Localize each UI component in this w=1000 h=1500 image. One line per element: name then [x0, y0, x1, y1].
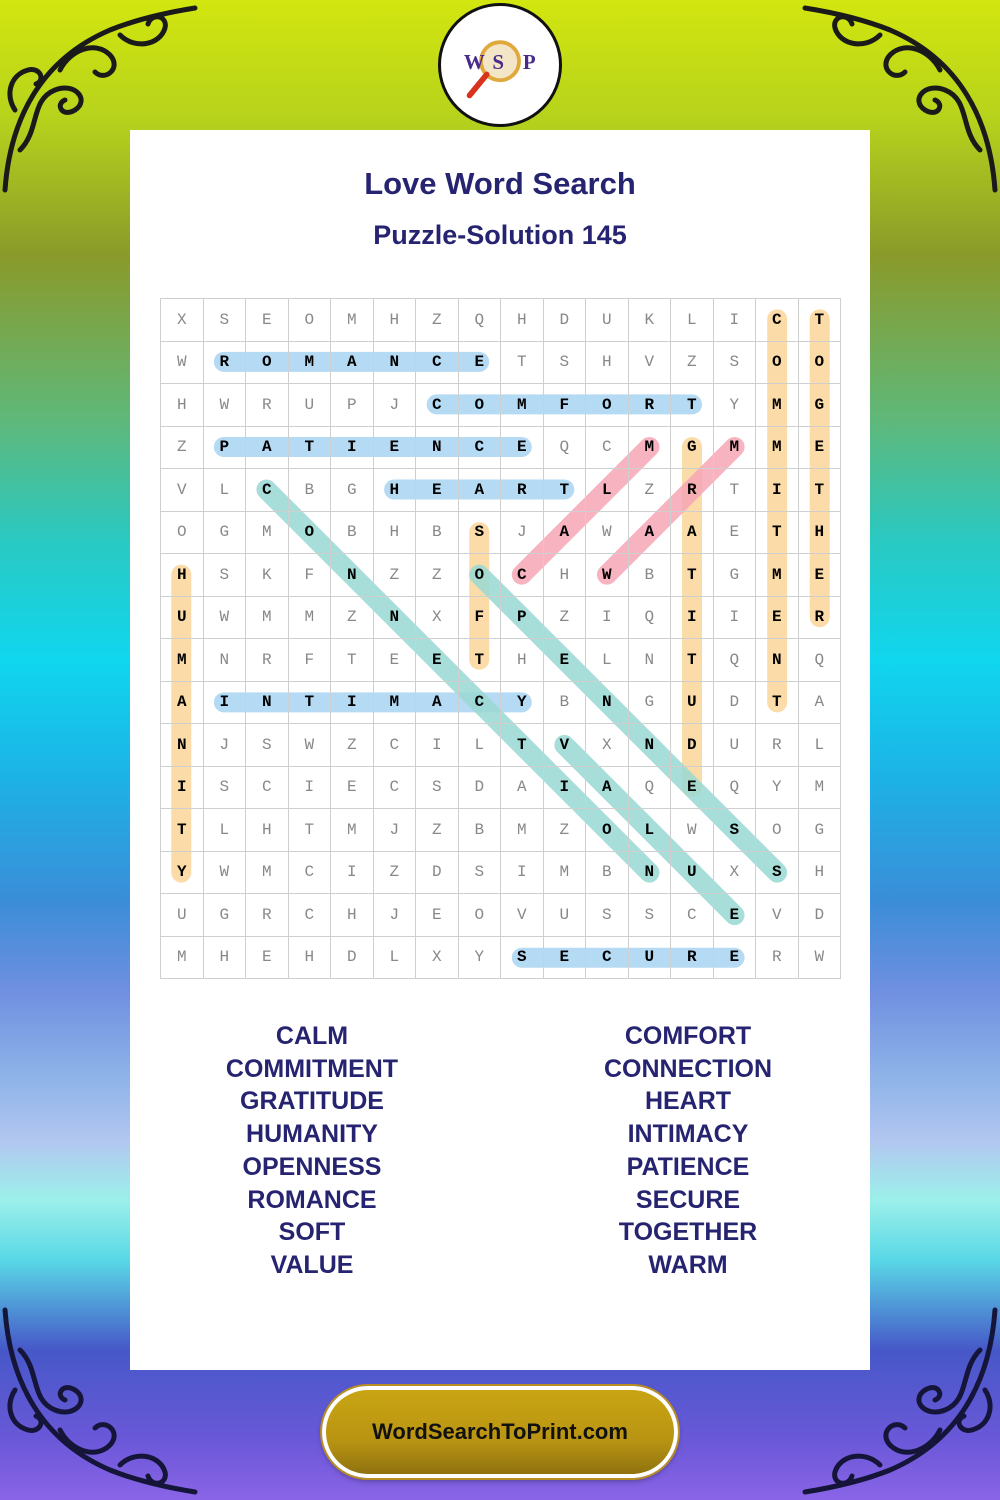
grid-cell[interactable]: H	[331, 894, 374, 937]
grid-cell[interactable]: I	[331, 682, 374, 725]
grid-cell[interactable]: Z	[416, 809, 459, 852]
grid-cell[interactable]: K	[629, 299, 672, 342]
grid-cell[interactable]: G	[331, 469, 374, 512]
grid-cell[interactable]: Z	[374, 554, 417, 597]
grid-cell[interactable]: T	[289, 809, 332, 852]
grid-cell[interactable]: R	[501, 469, 544, 512]
grid-cell[interactable]: Z	[671, 342, 714, 385]
grid-cell[interactable]: R	[204, 342, 247, 385]
grid-cell[interactable]: J	[204, 724, 247, 767]
grid-cell[interactable]: B	[459, 809, 502, 852]
grid-cell[interactable]: Z	[161, 427, 204, 470]
word-search-grid	[160, 298, 841, 979]
grid-cell[interactable]: T	[501, 724, 544, 767]
grid-cell[interactable]: Y	[161, 852, 204, 895]
website-link-button[interactable]: WordSearchToPrint.com	[322, 1386, 678, 1478]
grid-cell[interactable]: P	[331, 384, 374, 427]
grid-cell[interactable]: E	[714, 937, 757, 980]
grid-cell[interactable]: T	[544, 469, 587, 512]
grid-cell[interactable]: T	[501, 342, 544, 385]
grid-cell[interactable]: O	[756, 809, 799, 852]
grid-cell[interactable]: F	[289, 639, 332, 682]
grid-cell[interactable]: X	[714, 852, 757, 895]
grid-cell[interactable]: M	[289, 597, 332, 640]
magnifier-handle	[470, 75, 487, 96]
grid-cell[interactable]: I	[161, 767, 204, 810]
grid-cell[interactable]: S	[714, 342, 757, 385]
grid-cell[interactable]: M	[374, 682, 417, 725]
grid-cell[interactable]: E	[544, 937, 587, 980]
grid-cell[interactable]: G	[629, 682, 672, 725]
grid-cell[interactable]: I	[416, 724, 459, 767]
grid-cell[interactable]: Q	[714, 767, 757, 810]
grid-cell[interactable]: D	[331, 937, 374, 980]
grid-cell[interactable]: B	[289, 469, 332, 512]
word-item: WARM	[648, 1250, 728, 1279]
grid-cell[interactable]: S	[756, 852, 799, 895]
grid-cell[interactable]: V	[544, 724, 587, 767]
grid-cell[interactable]: J	[374, 809, 417, 852]
grid-cell[interactable]: U	[671, 852, 714, 895]
grid-cell[interactable]: A	[799, 682, 842, 725]
grid-cell[interactable]: Q	[629, 767, 672, 810]
grid-cell[interactable]: A	[161, 682, 204, 725]
grid-cell[interactable]: M	[629, 427, 672, 470]
grid-cell[interactable]: T	[671, 639, 714, 682]
grid-cell[interactable]: L	[586, 469, 629, 512]
grid-cell[interactable]: O	[289, 299, 332, 342]
grid-cell[interactable]: D	[714, 682, 757, 725]
grid-cell[interactable]: Q	[459, 299, 502, 342]
grid-cell[interactable]: U	[161, 894, 204, 937]
grid-cell[interactable]: H	[204, 937, 247, 980]
grid-cell[interactable]: I	[714, 597, 757, 640]
grid-cell[interactable]: Z	[544, 597, 587, 640]
word-item: COMMITMENT	[225, 1054, 399, 1083]
grid-cell[interactable]: W	[204, 384, 247, 427]
grid-cell[interactable]: A	[331, 342, 374, 385]
grid-cell[interactable]: I	[204, 682, 247, 725]
grid-cell[interactable]: T	[671, 554, 714, 597]
grid-cell[interactable]: I	[714, 299, 757, 342]
grid-cell[interactable]: E	[331, 767, 374, 810]
grid-cell[interactable]: V	[501, 894, 544, 937]
grid-cell[interactable]: D	[416, 852, 459, 895]
grid-cell[interactable]: X	[161, 299, 204, 342]
grid-cell[interactable]: I	[501, 852, 544, 895]
grid-cell[interactable]: C	[756, 299, 799, 342]
page-subtitle: Puzzle-Solution 145	[373, 220, 627, 250]
grid-cell[interactable]: I	[586, 597, 629, 640]
grid-cell[interactable]: H	[246, 809, 289, 852]
grid-cell[interactable]: N	[161, 724, 204, 767]
grid-cell[interactable]: E	[671, 767, 714, 810]
grid-cell[interactable]: O	[246, 342, 289, 385]
grid-cell[interactable]: A	[501, 767, 544, 810]
grid-cell[interactable]: K	[246, 554, 289, 597]
grid-cell[interactable]: E	[799, 554, 842, 597]
grid-cell[interactable]: M	[501, 384, 544, 427]
grid-cell[interactable]: T	[799, 469, 842, 512]
grid-cell[interactable]: N	[246, 682, 289, 725]
grid-cell[interactable]: T	[459, 639, 502, 682]
grid-cell[interactable]: M	[756, 554, 799, 597]
grid-cell[interactable]: Z	[416, 554, 459, 597]
grid-cell[interactable]: T	[671, 384, 714, 427]
grid-cell[interactable]: Z	[544, 809, 587, 852]
grid-cell[interactable]: O	[586, 384, 629, 427]
grid-cell[interactable]: R	[629, 384, 672, 427]
grid-cell[interactable]: R	[671, 469, 714, 512]
grid-cell[interactable]: C	[246, 469, 289, 512]
grid-cell[interactable]: Q	[544, 427, 587, 470]
grid-cell[interactable]: C	[416, 342, 459, 385]
grid-cell[interactable]: M	[161, 937, 204, 980]
grid-cell[interactable]: M	[289, 342, 332, 385]
grid-cell[interactable]: E	[459, 342, 502, 385]
grid-cell[interactable]: L	[799, 724, 842, 767]
grid-cell[interactable]: M	[246, 512, 289, 555]
grid-cell[interactable]: O	[289, 512, 332, 555]
grid-cell[interactable]: E	[246, 937, 289, 980]
grid-cell[interactable]: S	[459, 512, 502, 555]
grid-cell[interactable]: L	[204, 469, 247, 512]
grid-cell[interactable]: C	[416, 384, 459, 427]
grid-cell[interactable]: S	[629, 894, 672, 937]
grid-cell[interactable]: H	[289, 937, 332, 980]
grid-cell[interactable]: S	[544, 342, 587, 385]
word-item: COMFORT	[624, 1022, 752, 1050]
grid-cell[interactable]: C	[374, 767, 417, 810]
grid-cell[interactable]: N	[629, 852, 672, 895]
grid-cell[interactable]: S	[416, 767, 459, 810]
grid-cell[interactable]: H	[501, 299, 544, 342]
grid-cell[interactable]: W	[204, 852, 247, 895]
grid-cell[interactable]: E	[544, 639, 587, 682]
grid-cell[interactable]: W	[289, 724, 332, 767]
grid-cell[interactable]: O	[459, 894, 502, 937]
grid-cell[interactable]: J	[501, 512, 544, 555]
grid-cell[interactable]: N	[629, 724, 672, 767]
grid-cell[interactable]: I	[544, 767, 587, 810]
grid-cell[interactable]: O	[586, 809, 629, 852]
wsp-logo[interactable]	[438, 3, 562, 127]
grid-cell[interactable]: N	[416, 427, 459, 470]
grid-cell[interactable]: A	[629, 512, 672, 555]
grid-cell[interactable]: G	[204, 512, 247, 555]
grid-cell[interactable]: A	[544, 512, 587, 555]
word-item: SOFT	[278, 1218, 346, 1247]
grid-cell[interactable]: L	[586, 639, 629, 682]
grid-cell[interactable]: Z	[374, 852, 417, 895]
grid-cell[interactable]: R	[246, 639, 289, 682]
grid-cell[interactable]: S	[204, 299, 247, 342]
grid-cell[interactable]: M	[799, 767, 842, 810]
grid-cell[interactable]: T	[289, 682, 332, 725]
grid-cell[interactable]: I	[756, 469, 799, 512]
grid-cell[interactable]: D	[459, 767, 502, 810]
grid-cell[interactable]: H	[161, 384, 204, 427]
grid-cell[interactable]: W	[204, 597, 247, 640]
grid-cell[interactable]: E	[374, 427, 417, 470]
grid-cell[interactable]: V	[756, 894, 799, 937]
grid-cell[interactable]: A	[459, 469, 502, 512]
grid-cell[interactable]: R	[756, 937, 799, 980]
grid-cell[interactable]: A	[246, 427, 289, 470]
grid-cell[interactable]: T	[756, 512, 799, 555]
grid-cell[interactable]: H	[799, 512, 842, 555]
grid-cell[interactable]: X	[416, 597, 459, 640]
grid-cell[interactable]: H	[544, 554, 587, 597]
grid-cell[interactable]: H	[374, 469, 417, 512]
grid-cell[interactable]: C	[459, 427, 502, 470]
logo-letter-s: S	[492, 49, 505, 74]
grid-cell[interactable]: N	[629, 639, 672, 682]
grid-cell[interactable]: M	[246, 597, 289, 640]
grid-cell[interactable]: Y	[501, 682, 544, 725]
grid-cell[interactable]: N	[331, 554, 374, 597]
grid-cell[interactable]: M	[756, 427, 799, 470]
grid-cell[interactable]: I	[331, 852, 374, 895]
grid-cell[interactable]: B	[586, 852, 629, 895]
grid-cell[interactable]: D	[544, 299, 587, 342]
grid-cell[interactable]: T	[331, 639, 374, 682]
grid-cell[interactable]: H	[586, 342, 629, 385]
grid-cell[interactable]: S	[204, 554, 247, 597]
word-item: ROMANCE	[247, 1185, 377, 1214]
grid-cell[interactable]: T	[161, 809, 204, 852]
grid-cell[interactable]: M	[331, 809, 374, 852]
grid-cell[interactable]: U	[629, 937, 672, 980]
grid-cell[interactable]: Z	[629, 469, 672, 512]
grid-cell[interactable]: R	[799, 597, 842, 640]
grid-cell[interactable]: C	[289, 852, 332, 895]
grid-cell[interactable]: L	[374, 937, 417, 980]
grid-cell[interactable]: V	[629, 342, 672, 385]
grid-cell[interactable]: Y	[714, 384, 757, 427]
grid-cell[interactable]: B	[629, 554, 672, 597]
grid-cell[interactable]: W	[586, 554, 629, 597]
grid-cell[interactable]: E	[416, 469, 459, 512]
grid-cell[interactable]: B	[544, 682, 587, 725]
grid-cell[interactable]: C	[246, 767, 289, 810]
grid-cell[interactable]: Z	[331, 597, 374, 640]
grid-cell[interactable]: E	[799, 427, 842, 470]
grid-cell[interactable]: C	[374, 724, 417, 767]
grid-cell[interactable]: C	[671, 894, 714, 937]
grid-cell[interactable]: G	[799, 384, 842, 427]
grid-cell[interactable]: S	[459, 852, 502, 895]
grid-cell[interactable]: O	[161, 512, 204, 555]
grid-cell[interactable]: C	[586, 937, 629, 980]
word-list-left	[122, 1020, 502, 1282]
word-item: GRATITUDE	[240, 1087, 384, 1116]
grid-cell[interactable]: C	[586, 427, 629, 470]
grid-cell[interactable]: I	[671, 597, 714, 640]
letter-grid	[160, 298, 841, 979]
word-item: OPENNESS	[242, 1152, 382, 1181]
word-item: SECURE	[635, 1185, 741, 1214]
grid-cell[interactable]: U	[289, 384, 332, 427]
grid-cell[interactable]: U	[671, 682, 714, 725]
grid-cell[interactable]: Q	[629, 597, 672, 640]
grid-cell[interactable]: S	[714, 809, 757, 852]
grid-cell[interactable]: S	[501, 937, 544, 980]
grid-cell[interactable]: Q	[799, 639, 842, 682]
grid-cell[interactable]: L	[671, 299, 714, 342]
grid-cell[interactable]: Z	[331, 724, 374, 767]
grid-cell[interactable]: M	[501, 809, 544, 852]
grid-cell[interactable]: W	[671, 809, 714, 852]
grid-cell[interactable]: M	[714, 427, 757, 470]
grid-cell[interactable]: A	[416, 682, 459, 725]
grid-cell[interactable]: W	[586, 512, 629, 555]
word-item: VALUE	[270, 1250, 354, 1279]
grid-cell[interactable]: F	[459, 597, 502, 640]
grid-cell[interactable]: Z	[416, 299, 459, 342]
grid-cell[interactable]: W	[799, 937, 842, 980]
grid-cell[interactable]: J	[374, 894, 417, 937]
grid-cell[interactable]: U	[586, 299, 629, 342]
grid-cell[interactable]: M	[246, 852, 289, 895]
grid-cell[interactable]: E	[416, 639, 459, 682]
grid-cell[interactable]: E	[756, 597, 799, 640]
grid-cell[interactable]: E	[374, 639, 417, 682]
grid-cell[interactable]: S	[246, 724, 289, 767]
word-item: CALM	[275, 1022, 349, 1050]
grid-cell[interactable]: L	[204, 809, 247, 852]
grid-cell[interactable]: I	[331, 427, 374, 470]
grid-cell[interactable]: O	[756, 342, 799, 385]
grid-cell[interactable]: A	[671, 512, 714, 555]
grid-cell[interactable]: Y	[459, 937, 502, 980]
grid-cell[interactable]: E	[714, 894, 757, 937]
grid-cell[interactable]: G	[671, 427, 714, 470]
grid-cell[interactable]: U	[161, 597, 204, 640]
grid-cell[interactable]: J	[374, 384, 417, 427]
grid-cell[interactable]: N	[374, 342, 417, 385]
word-item: INTIMACY	[627, 1120, 749, 1149]
grid-cell[interactable]: A	[586, 767, 629, 810]
grid-cell[interactable]: H	[374, 512, 417, 555]
grid-cell[interactable]: G	[799, 809, 842, 852]
grid-cell[interactable]: U	[714, 724, 757, 767]
grid-cell[interactable]: L	[459, 724, 502, 767]
grid-cell[interactable]: E	[416, 894, 459, 937]
grid-cell[interactable]: N	[204, 639, 247, 682]
grid-cell[interactable]: R	[671, 937, 714, 980]
grid-cell[interactable]: F	[289, 554, 332, 597]
grid-cell[interactable]: T	[756, 682, 799, 725]
grid-cell[interactable]: G	[204, 894, 247, 937]
grid-cell[interactable]: C	[459, 682, 502, 725]
grid-cell[interactable]: R	[246, 894, 289, 937]
grid-cell[interactable]: H	[374, 299, 417, 342]
grid-cell[interactable]: B	[331, 512, 374, 555]
grid-cell[interactable]: N	[586, 682, 629, 725]
grid-cell[interactable]: G	[714, 554, 757, 597]
grid-cell[interactable]: M	[756, 384, 799, 427]
grid-cell[interactable]: P	[501, 597, 544, 640]
grid-cell[interactable]: B	[416, 512, 459, 555]
grid-cell[interactable]: S	[586, 894, 629, 937]
grid-cell[interactable]: S	[204, 767, 247, 810]
word-item: PATIENCE	[626, 1152, 750, 1181]
grid-cell[interactable]: X	[586, 724, 629, 767]
grid-cell[interactable]: E	[714, 512, 757, 555]
grid-cell[interactable]: R	[246, 384, 289, 427]
grid-cell[interactable]: O	[459, 554, 502, 597]
grid-cell[interactable]: H	[161, 554, 204, 597]
grid-cell[interactable]: T	[289, 427, 332, 470]
word-item: TOGETHER	[618, 1218, 758, 1247]
grid-cell[interactable]: C	[501, 554, 544, 597]
grid-cell[interactable]: Q	[714, 639, 757, 682]
grid-cell[interactable]: C	[289, 894, 332, 937]
word-item: HUMANITY	[246, 1120, 378, 1149]
grid-cell[interactable]: X	[416, 937, 459, 980]
grid-cell[interactable]: T	[799, 299, 842, 342]
grid-cell[interactable]: F	[544, 384, 587, 427]
grid-cell[interactable]: D	[671, 724, 714, 767]
grid-cell[interactable]: N	[756, 639, 799, 682]
grid-cell[interactable]: U	[544, 894, 587, 937]
grid-cell[interactable]: V	[161, 469, 204, 512]
grid-cell[interactable]: R	[756, 724, 799, 767]
grid-cell[interactable]: T	[714, 469, 757, 512]
grid-cell[interactable]: M	[161, 639, 204, 682]
page-title: Love Word Search	[364, 166, 636, 201]
grid-cell[interactable]: O	[799, 342, 842, 385]
grid-cell[interactable]: I	[289, 767, 332, 810]
grid-cell[interactable]: H	[501, 639, 544, 682]
grid-cell[interactable]: N	[374, 597, 417, 640]
grid-cell[interactable]: M	[544, 852, 587, 895]
grid-cell[interactable]: L	[629, 809, 672, 852]
word-list-right	[498, 1020, 878, 1282]
grid-cell[interactable]: P	[204, 427, 247, 470]
grid-cell[interactable]: M	[331, 299, 374, 342]
logo-letter-w: W	[463, 49, 485, 74]
word-item: CONNECTION	[603, 1054, 773, 1083]
grid-cell[interactable]: W	[161, 342, 204, 385]
grid-cell[interactable]: O	[459, 384, 502, 427]
grid-cell[interactable]: D	[799, 894, 842, 937]
grid-cell[interactable]: H	[799, 852, 842, 895]
grid-cell[interactable]: Y	[756, 767, 799, 810]
word-item: HEART	[644, 1087, 732, 1116]
grid-cell[interactable]: E	[246, 299, 289, 342]
grid-cell[interactable]: E	[501, 427, 544, 470]
logo-letter-p: P	[522, 49, 536, 74]
